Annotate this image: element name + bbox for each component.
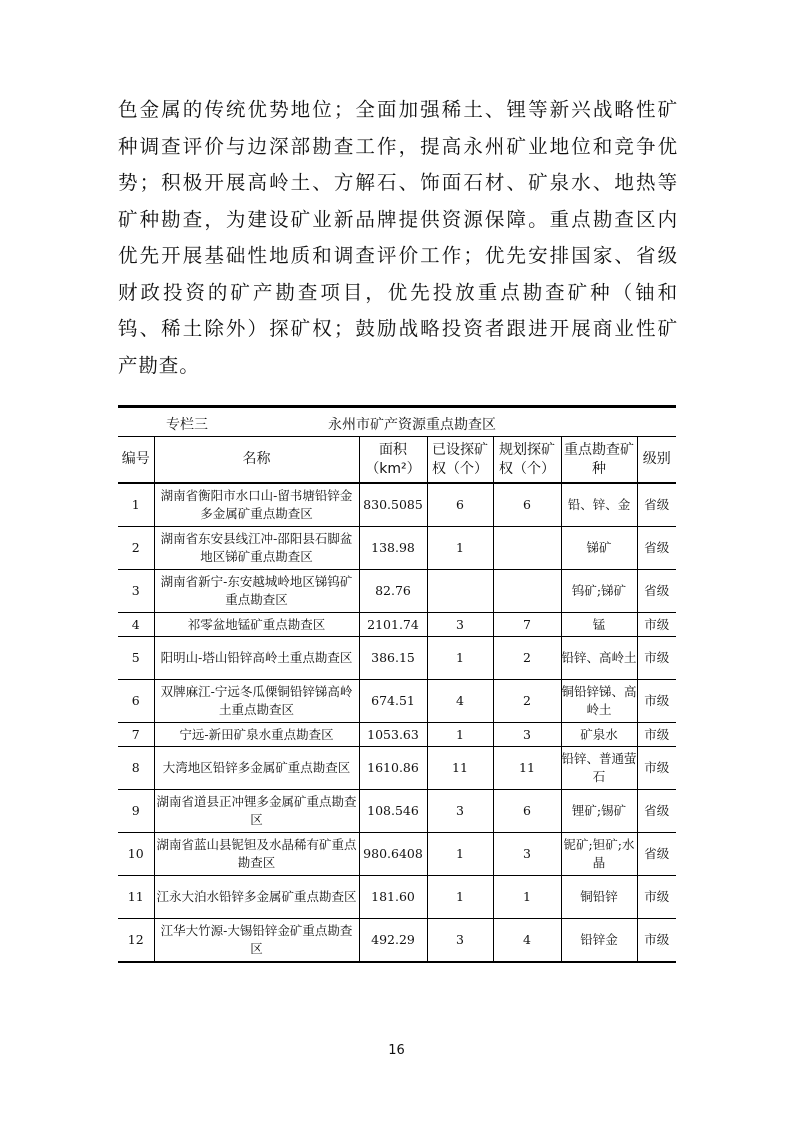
cell-no: 10 <box>118 833 154 876</box>
cell-level: 省级 <box>637 790 676 833</box>
cell-level: 市级 <box>637 919 676 963</box>
cell-plan: 1 <box>493 876 561 919</box>
cell-plan: 11 <box>493 747 561 790</box>
cell-area: 82.76 <box>359 570 427 613</box>
cell-set: 1 <box>427 527 493 570</box>
cell-set: 3 <box>427 613 493 637</box>
cell-level: 市级 <box>637 613 676 637</box>
cell-level: 省级 <box>637 527 676 570</box>
cell-set: 4 <box>427 680 493 723</box>
table-row <box>118 833 676 876</box>
cell-level: 市级 <box>637 637 676 680</box>
cell-set: 3 <box>427 790 493 833</box>
cell-plan: 4 <box>493 919 561 963</box>
table-row <box>118 637 676 680</box>
page-number: 16 <box>388 1043 405 1058</box>
paragraph-line: 势；积极开展高岭土、方解石、饰面石材、矿泉水、地热等 <box>118 171 678 194</box>
cell-mineral: 锑矿 <box>561 527 637 570</box>
cell-no: 1 <box>118 483 154 527</box>
cell-level: 市级 <box>637 876 676 919</box>
paragraph-line: 种调查评价与边深部勘查工作，提高永州矿业地位和竞争优 <box>118 134 678 158</box>
cell-set: 1 <box>427 876 493 919</box>
cell-mineral: 锰 <box>561 613 637 637</box>
cell-level: 市级 <box>637 680 676 723</box>
cell-no: 9 <box>118 790 154 833</box>
cell-area: 108.546 <box>359 790 427 833</box>
cell-plan: 2 <box>493 637 561 680</box>
cell-set: 3 <box>427 919 493 963</box>
table-header-row <box>118 437 676 484</box>
cell-mineral: 铅锌、普通萤石 <box>561 747 637 790</box>
cell-no: 5 <box>118 637 154 680</box>
cell-name: 湖南省蓝山县铌钽及水晶稀有矿重点勘查区 <box>154 833 359 876</box>
cell-name: 阳明山-塔山铅锌高岭土重点勘查区 <box>154 637 359 680</box>
cell-mineral: 锂矿;锡矿 <box>561 790 637 833</box>
cell-mineral: 钨矿;锑矿 <box>561 570 637 613</box>
paragraph-line: 优先开展基础性地质和调查评价工作；优先安排国家、省级 <box>118 244 678 267</box>
table-row <box>118 723 676 747</box>
cell-plan: 2 <box>493 680 561 723</box>
cell-no: 11 <box>118 876 154 919</box>
box-title: 永州市矿产资源重点勘查区 <box>328 417 496 433</box>
header-no: 编号 <box>118 437 154 484</box>
cell-area: 138.98 <box>359 527 427 570</box>
table-row <box>118 680 676 723</box>
cell-mineral: 铜铅锌锑、高岭土 <box>561 680 637 723</box>
cell-no: 12 <box>118 919 154 963</box>
cell-level: 省级 <box>637 833 676 876</box>
table-row <box>118 527 676 570</box>
cell-mineral: 铅、锌、金 <box>561 483 637 527</box>
cell-level: 市级 <box>637 723 676 747</box>
paragraph-line: 钨、稀土除外）探矿权；鼓励战略投资者跟进开展商业性矿 <box>118 317 678 340</box>
cell-area: 181.60 <box>359 876 427 919</box>
cell-level: 省级 <box>637 483 676 527</box>
cell-mineral: 铜铅锌 <box>561 876 637 919</box>
cell-set: 1 <box>427 723 493 747</box>
paragraph-line: 财政投资的矿产勘查项目，优先投放重点勘查矿种（铀和 <box>118 280 678 304</box>
cell-area: 830.5085 <box>359 483 427 527</box>
cell-name: 江华大竹源-大锡铅锌金矿重点勘查区 <box>154 919 359 963</box>
cell-plan: 3 <box>493 833 561 876</box>
cell-plan <box>493 570 561 613</box>
cell-name: 湖南省道县正冲锂多金属矿重点勘查区 <box>154 790 359 833</box>
cell-mineral: 铅锌金 <box>561 919 637 963</box>
cell-name: 大湾地区铅锌多金属矿重点勘查区 <box>154 747 359 790</box>
table-row <box>118 790 676 833</box>
cell-mineral: 铅锌、高岭土 <box>561 637 637 680</box>
header-set: 已设探矿权（个） <box>427 437 493 484</box>
cell-area: 674.51 <box>359 680 427 723</box>
table-row <box>118 876 676 919</box>
table-row <box>118 613 676 637</box>
cell-level: 市级 <box>637 747 676 790</box>
paragraph-line: 矿种勘查，为建设矿业新品牌提供资源保障。重点勘查区内 <box>118 207 678 231</box>
cell-mineral: 铌矿;钽矿;水晶 <box>561 833 637 876</box>
cell-set: 1 <box>427 637 493 680</box>
feature-box <box>118 405 676 963</box>
table-row <box>118 919 676 963</box>
header-plan: 规划探矿权（个） <box>493 437 561 484</box>
cell-no: 3 <box>118 570 154 613</box>
cell-no: 7 <box>118 723 154 747</box>
cell-name: 湖南省东安县线江冲-邵阳县石脚盆地区锑矿重点勘查区 <box>154 527 359 570</box>
paragraph-line: 色金属的传统优势地位；全面加强稀土、锂等新兴战略性矿 <box>118 98 678 121</box>
cell-level: 省级 <box>637 570 676 613</box>
cell-set: 1 <box>427 833 493 876</box>
cell-plan: 6 <box>493 790 561 833</box>
table-row <box>118 483 676 527</box>
cell-area: 1053.63 <box>359 723 427 747</box>
table-row <box>118 570 676 613</box>
cell-no: 4 <box>118 613 154 637</box>
cell-no: 8 <box>118 747 154 790</box>
exploration-table <box>118 436 676 963</box>
cell-area: 1610.86 <box>359 747 427 790</box>
cell-set: 11 <box>427 747 493 790</box>
cell-set <box>427 570 493 613</box>
header-mineral: 重点勘查矿种 <box>561 437 637 484</box>
body-paragraph <box>118 92 678 384</box>
box-header <box>118 408 676 436</box>
cell-mineral: 矿泉水 <box>561 723 637 747</box>
cell-plan: 7 <box>493 613 561 637</box>
cell-area: 492.29 <box>359 919 427 963</box>
cell-plan: 6 <box>493 483 561 527</box>
cell-area: 2101.74 <box>359 613 427 637</box>
table-row <box>118 747 676 790</box>
cell-name: 湖南省新宁-东安越城岭地区锑钨矿重点勘查区 <box>154 570 359 613</box>
cell-plan: 3 <box>493 723 561 747</box>
header-name: 名称 <box>154 437 359 484</box>
cell-no: 6 <box>118 680 154 723</box>
paragraph-line: 产勘查。 <box>118 353 200 377</box>
header-level: 级别 <box>637 437 676 484</box>
cell-plan <box>493 527 561 570</box>
cell-name: 宁远-新田矿泉水重点勘查区 <box>154 723 359 747</box>
cell-name: 江永大泊水铅锌多金属矿重点勘查区 <box>154 876 359 919</box>
box-label: 专栏三 <box>166 417 208 433</box>
cell-no: 2 <box>118 527 154 570</box>
cell-name: 双牌麻江-宁远冬瓜傈铜铅锌锑高岭土重点勘查区 <box>154 680 359 723</box>
cell-name: 湖南省衡阳市水口山-留书塘铅锌金多金属矿重点勘查区 <box>154 483 359 527</box>
cell-set: 6 <box>427 483 493 527</box>
header-area: 面积 （km²） <box>359 437 427 484</box>
cell-area: 386.15 <box>359 637 427 680</box>
cell-name: 祁零盆地锰矿重点勘查区 <box>154 613 359 637</box>
cell-area: 980.6408 <box>359 833 427 876</box>
